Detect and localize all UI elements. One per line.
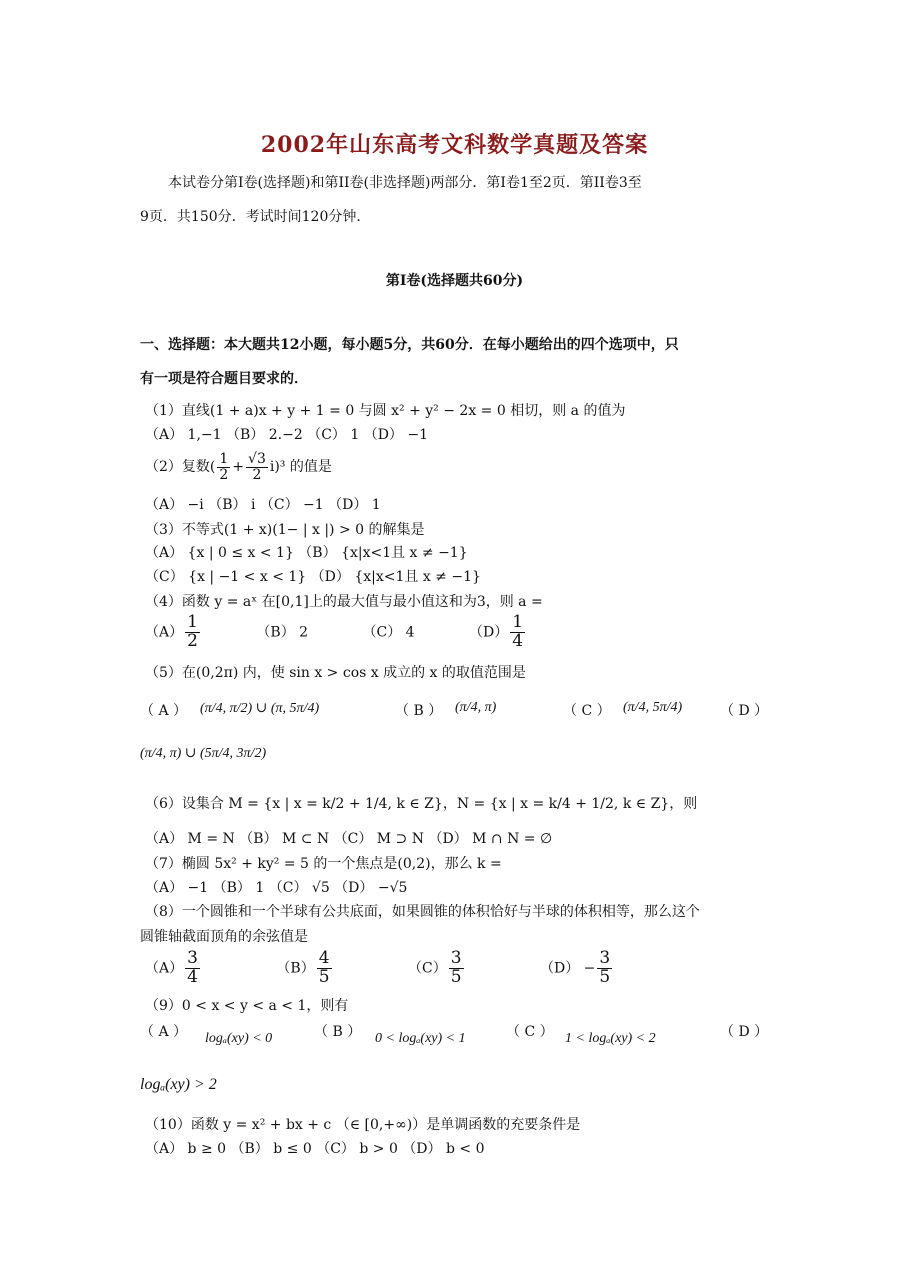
q5-option-a: (π/4, π/2) ∪ (π, 5π/4) <box>200 701 320 716</box>
q9-option-b: 0 < logₐ(xy) < 1 <box>375 1031 466 1046</box>
q8-c-num: 3 <box>450 948 462 968</box>
q4-options <box>145 614 527 651</box>
q2-f1-num: 1 <box>219 451 229 467</box>
q9-option-a: logₐ(xy) < 0 <box>205 1031 273 1046</box>
part-title: 第Ⅰ卷(选择题共60分) <box>385 273 524 289</box>
q2-fraction-1 <box>217 452 230 482</box>
q4-d-num: 1 <box>512 612 524 632</box>
section-heading-line-2: 有一项是符合题目要求的． <box>140 371 308 387</box>
q5-option-c-label: （ C ） <box>563 703 611 719</box>
q8-d-den: 5 <box>599 966 611 987</box>
q2-f2-num: √3 <box>248 451 266 467</box>
q3-options-1: （A） {x | 0 ≤ x < 1} （B） {x|x<1且 x ≠ −1} <box>145 545 468 561</box>
q5-option-b-label: （ B ） <box>395 703 443 719</box>
q4-stem: （4）函数 y = aˣ 在[0,1]上的最大值与最小值这和为3，则 a = <box>145 594 543 610</box>
q8-a-fraction <box>185 950 200 987</box>
q8-b-den: 5 <box>318 966 330 987</box>
q10-options: （A） b ≥ 0 （B） b ≤ 0 （C） b > 0 （D） b < 0 <box>145 1141 485 1157</box>
q4-a-label: （A） <box>145 624 184 641</box>
q2-fraction-2 <box>246 452 268 482</box>
q2-stem <box>145 452 332 482</box>
q5-option-b: (π/4, π) <box>455 700 497 715</box>
q8-b-fraction <box>317 950 332 987</box>
q2-stem-post: i)³ 的值是 <box>269 459 332 476</box>
q8-options <box>145 950 614 987</box>
q8-stem-2: 圆锥轴截面顶角的余弦值是 <box>140 929 308 945</box>
q8-c-fraction <box>449 950 464 987</box>
q4-b: （B） 2 <box>256 624 309 641</box>
q7-options: （A） −1 （B） 1 （C） √5 （D） −√5 <box>145 880 408 896</box>
q8-a-den: 4 <box>187 966 198 987</box>
q2-f1-den: 2 <box>219 466 229 483</box>
q5-option-d: (π/4, π) ∪ (5π/4, 3π/2) <box>140 746 267 761</box>
q5-option-a-label: （ A ） <box>140 703 188 719</box>
q8-d-num: 3 <box>599 948 611 968</box>
q8-b-label: （B） <box>276 960 315 977</box>
q8-a-label: （A） <box>145 960 184 977</box>
q9-option-d-label: （ D ） <box>720 1024 769 1040</box>
q4-c: （C） 4 <box>362 624 415 641</box>
q9-option-c: 1 < logₐ(xy) < 2 <box>565 1031 656 1046</box>
q6-stem: （6）设集合 M = {x | x = k/2 + 1/4, k ∈ Z}，N = {x | x = k/4 + 1/2, k ∈ Z}，则 <box>145 796 698 812</box>
q8-b-num: 4 <box>318 948 330 968</box>
q2-options: （A） −i （B） i （C） −1 （D） 1 <box>145 497 381 513</box>
q2-f2-den: 2 <box>252 466 262 483</box>
q5-option-c: (π/4, 5π/4) <box>623 700 683 715</box>
q9-option-c-label: （ C ） <box>506 1024 554 1040</box>
q8-d-label: （D） − <box>539 960 596 977</box>
q5-stem: （5）在(0,2π) 内，使 sin x > cos x 成立的 x 的取值范围是 <box>145 665 526 681</box>
q10-stem: （10）函数 y = x² + bx + c （∈ [0,+∞)）是单调函数的充要条件是 <box>145 1117 581 1133</box>
q4-d-label: （D） <box>469 624 509 641</box>
q9-option-d: logₐ(xy) > 2 <box>140 1076 217 1093</box>
q2-plus: + <box>232 459 245 476</box>
q9-option-a-label: （ A ） <box>140 1024 188 1040</box>
q8-c-den: 5 <box>450 966 462 987</box>
q3-options-2: （C） {x | −1 < x < 1} （D） {x|x<1且 x ≠ −1} <box>145 569 481 585</box>
q3-stem: （3）不等式(1 + x)(1− | x |) > 0 的解集是 <box>145 522 425 538</box>
intro-line-2: 9页．共150分．考试时间120分钟． <box>140 209 371 225</box>
q4-a-den: 2 <box>187 630 198 651</box>
q9-option-b-label: （ B ） <box>314 1024 362 1040</box>
q4-d-fraction <box>510 614 525 651</box>
q1-options: （A） 1,−1 （B） 2.−2 （C） 1 （D） −1 <box>145 427 429 443</box>
q8-d-fraction <box>597 950 612 987</box>
q8-c-label: （C） <box>407 960 447 977</box>
section-heading-line-1: 一、选择题：本大题共12小题，每小题5分，共60分．在每小题给出的四个选项中，只 <box>140 337 679 353</box>
q4-a-fraction <box>185 614 200 651</box>
q8-stem-1: （8）一个圆锥和一个半球有公共底面，如果圆锥的体积恰好与半球的体积相等，那么这个 <box>145 904 700 920</box>
q9-stem: （9）0 < x < y < a < 1，则有 <box>145 998 349 1014</box>
q7-stem: （7）椭圆 5x² + ky² = 5 的一个焦点是(0,2)，那么 k = <box>145 856 502 872</box>
q1-stem: （1）直线(1 + a)x + y + 1 = 0 与圆 x² + y² − 2x = 0 相切，则 a 的值为 <box>145 403 626 419</box>
q2-stem-pre: （2）复数( <box>145 459 216 476</box>
q8-a-num: 3 <box>187 948 198 968</box>
intro-line-1: 本试卷分第Ⅰ卷(选择题)和第II卷(非选择题)两部分．第Ⅰ卷1至2页．第II卷3至 <box>168 175 642 191</box>
q5-option-d-label: （ D ） <box>720 703 769 719</box>
q4-d-den: 4 <box>512 630 524 651</box>
q6-options: （A） M = N （B） M ⊂ N （C） M ⊃ N （D） M ∩ N = ∅ <box>145 831 553 847</box>
q4-a-num: 1 <box>187 612 198 632</box>
page-title: 2002年山东高考文科数学真题及答案 <box>260 132 649 158</box>
